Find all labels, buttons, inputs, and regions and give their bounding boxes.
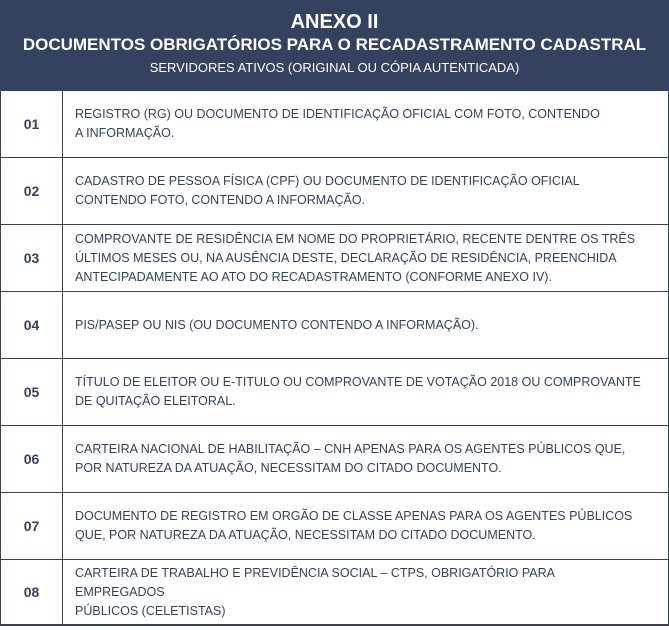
row-number: 07 (1, 493, 63, 559)
row-number: 03 (1, 225, 63, 291)
row-description: COMPROVANTE DE RESIDÊNCIA EM NOME DO PROPRIETÁRIO, RECENTE DENTRE OS TRÊS ÚLTIMOS MESES OU, NA AUSÊNCIA DESTE, DECLARAÇÃO DE RESIDÊNCIA, PREENCHIDA ANTECIPADAMENTE AO ATO DO RECADASTRAMENTO (CONFORME ANEXO IV). (75, 231, 636, 284)
table-row (1, 225, 668, 292)
table-row (1, 359, 668, 426)
table-row (1, 426, 668, 493)
annex-header (0, 0, 669, 91)
table-row (1, 158, 668, 225)
row-number: 06 (1, 426, 63, 492)
row-description: TÍTULO DE ELEITOR OU E-TITULO OU COMPROVANTE DE VOTAÇÃO 2018 OU COMPROVANTE DE QUITAÇÃO ELEITORAL. (75, 375, 641, 408)
table-row (1, 292, 668, 359)
row-number: 08 (1, 560, 63, 624)
row-description: DOCUMENTO DE REGISTRO EM ORGÃO DE CLASSE APENAS PARA OS AGENTES PÚBLICOS QUE, POR NATUREZA DA ATUAÇÃO, NECESSITAM DO CITADO DOCUMENTO. (75, 509, 633, 542)
table-row (1, 91, 668, 158)
row-number: 04 (1, 292, 63, 358)
annex-subtitle: DOCUMENTOS OBRIGATÓRIOS PARA O RECADASTRAMENTO CADASTRAL (22, 35, 647, 54)
row-description: PIS/PASEP OU NIS (OU DOCUMENTO CONTENDO A INFORMAÇÃO). (75, 317, 479, 332)
table-row (1, 493, 668, 560)
row-number: 05 (1, 359, 63, 425)
row-description: CARTEIRA DE TRABALHO E PREVIDÊNCIA SOCIAL – CTPS, OBRIGATÓRIO PARA EMPREGADOS PÚBLICOS (CELETISTAS) (75, 565, 555, 618)
row-description: CARTEIRA NACIONAL DE HABILITAÇÃO – CNH APENAS PARA OS AGENTES PÚBLICOS QUE, POR NATUREZA DA ATUAÇÃO, NECESSITAM DO CITADO DOCUMENTO. (75, 442, 626, 475)
row-number: 01 (1, 91, 63, 157)
row-description: CADASTRO DE PESSOA FÍSICA (CPF) OU DOCUMENTO DE IDENTIFICAÇÃO OFICIAL CONTENDO FOTO, CONTENDO A INFORMAÇÃO. (75, 174, 580, 207)
documents-table (0, 91, 669, 626)
table-row (1, 560, 668, 626)
row-number: 02 (1, 158, 63, 224)
annex-subtitle-secondary: SERVIDORES ATIVOS (ORIGINAL OU CÓPIA AUTENTICADA) (149, 60, 520, 75)
row-description: REGISTRO (RG) OU DOCUMENTO DE IDENTIFICAÇÃO OFICIAL COM FOTO, CONTENDO A INFORMAÇÃO. (75, 107, 600, 140)
annex-title: ANEXO II (290, 11, 379, 33)
